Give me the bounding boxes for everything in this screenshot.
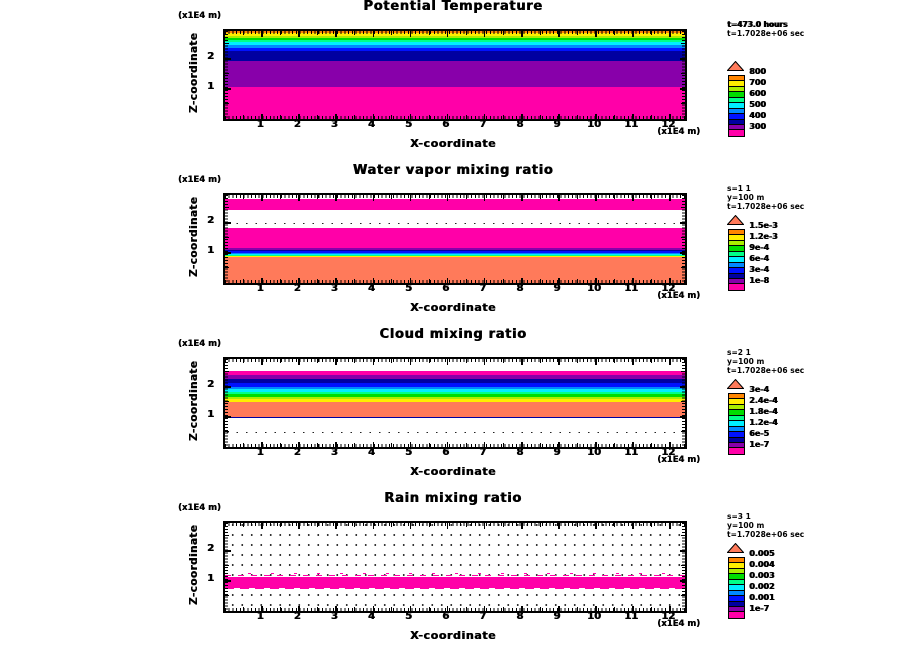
y-axis-label: Z-coordinate (188, 360, 200, 442)
x-tick-label: 11 (624, 447, 639, 458)
x-tick-label: 10 (586, 119, 601, 130)
colorbar-bar (728, 393, 745, 455)
colorbar-label: 0.005 (749, 549, 775, 559)
x-tick-label: 2 (293, 447, 301, 458)
colorbar-over-triangle (727, 543, 744, 553)
chart-title: Rain mixing ratio (384, 491, 522, 506)
x-tick-label: 2 (293, 283, 301, 294)
colorbar-label: 2.4e-4 (749, 396, 778, 406)
colorbar-segment (729, 612, 744, 617)
x-tick-label: 11 (624, 119, 639, 130)
annotation-line: y=100 m (727, 521, 765, 530)
y-axis-label: Z-coordinate (188, 196, 200, 278)
chart-panel (0, 2, 904, 164)
x-tick-label: 11 (624, 611, 639, 622)
colorbar-label: 0.003 (749, 571, 775, 581)
y-tick-label: 1 (207, 572, 214, 584)
x-tick-label: 8 (516, 283, 524, 294)
plot-annotation (727, 348, 804, 375)
x-tick-label: 4 (367, 283, 375, 294)
x-tick-label: 5 (404, 119, 412, 130)
colorbar-label: 600 (749, 89, 766, 99)
x-axis-label: X-coordinate (409, 629, 497, 642)
x-tick-label: 6 (442, 447, 450, 458)
colorbar-label: 3e-4 (749, 385, 769, 395)
colorbar (727, 374, 778, 455)
x-tick-label: 6 (442, 283, 450, 294)
colorbar-label: 9e-4 (749, 243, 769, 253)
x-tick-label: 4 (367, 447, 375, 458)
x-axis-unit: (x1E4 m) (657, 291, 700, 301)
x-tick-label: 8 (516, 611, 524, 622)
annotation-line: y=100 m (727, 357, 765, 366)
annotation-line: s=3 1 (727, 512, 751, 521)
x-tick-label: 1 (256, 283, 264, 294)
x-tick-label: 10 (586, 447, 601, 458)
colorbar-over-triangle (727, 61, 744, 71)
y-axis-unit: (x1E4 m) (178, 175, 221, 185)
x-axis-unit: (x1E4 m) (657, 619, 700, 629)
x-tick-label: 12 (661, 611, 676, 622)
x-axis-unit: (x1E4 m) (657, 127, 700, 137)
x-tick-label: 3 (330, 611, 338, 622)
x-tick-label: 3 (330, 447, 338, 458)
x-tick-label: 5 (404, 283, 412, 294)
y-tick-label: 2 (207, 378, 214, 390)
colorbar-over-triangle (727, 379, 744, 389)
y-axis-unit: (x1E4 m) (178, 11, 221, 21)
y-tick-label: 2 (207, 50, 214, 62)
y-axis-unit: (x1E4 m) (178, 503, 221, 513)
x-tick-label: 7 (479, 447, 487, 458)
y-tick-label: 2 (207, 214, 214, 226)
colorbar-bar (728, 229, 745, 291)
annotation-line: t=1.7028e+06 sec (727, 202, 805, 211)
x-tick-label: 1 (256, 119, 264, 130)
x-tick-label: 4 (367, 119, 375, 130)
chart-title: Water vapor mixing ratio (352, 163, 554, 178)
x-tick-label: 6 (442, 119, 450, 130)
colorbar-label: 6e-4 (749, 254, 769, 264)
y-axis-label: Z-coordinate (188, 32, 200, 114)
x-tick-label: 2 (293, 611, 301, 622)
x-tick-label: 9 (553, 283, 561, 294)
plot-annotation (727, 20, 804, 38)
colorbar-segment (729, 130, 744, 135)
colorbar-label: 300 (749, 122, 766, 131)
annotation-line: t=473.0 hours (727, 20, 788, 29)
colorbar-label: 6e-5 (749, 429, 769, 439)
y-tick-label: 1 (207, 408, 214, 420)
colorbar (727, 538, 775, 619)
colorbar-label: 700 (749, 78, 766, 88)
x-tick-label: 9 (553, 119, 561, 130)
chart-title: Cloud mixing ratio (379, 327, 527, 342)
y-axis-label: Z-coordinate (188, 524, 200, 606)
colorbar-label: 1.5e-3 (749, 221, 778, 231)
x-tick-label: 1 (256, 611, 264, 622)
x-tick-label: 4 (367, 611, 375, 622)
x-axis-unit: (x1E4 m) (657, 455, 700, 465)
colorbar-bar (728, 557, 745, 619)
x-tick-label: 12 (661, 447, 676, 458)
x-tick-label: 3 (330, 119, 338, 130)
x-tick-label: 3 (330, 283, 338, 294)
y-tick-label: 1 (207, 80, 214, 92)
colorbar-label: 0.001 (749, 593, 775, 603)
colorbar-label: 400 (749, 111, 766, 121)
chart-panel (0, 163, 904, 328)
colorbar-label: 1.8e-4 (749, 407, 778, 417)
annotation-line: t=1.7028e+06 sec (727, 29, 805, 38)
colorbar-label: 1e-7 (749, 440, 769, 449)
colorbar-label: 1e-8 (749, 276, 769, 285)
x-tick-label: 7 (479, 611, 487, 622)
annotation-line: y=100 m (727, 193, 765, 202)
x-tick-label: 5 (404, 611, 412, 622)
colorbar-over-triangle (727, 215, 744, 225)
colorbar (727, 56, 766, 137)
chart-title: Potential Temperature (363, 0, 543, 14)
colorbar-label: 0.002 (749, 582, 775, 592)
x-tick-label: 9 (553, 611, 561, 622)
x-tick-label: 8 (516, 447, 524, 458)
x-axis-label: X-coordinate (409, 301, 497, 314)
plot-annotation (727, 512, 804, 539)
x-tick-label: 12 (661, 283, 676, 294)
y-axis-unit: (x1E4 m) (178, 339, 221, 349)
colorbar (727, 210, 778, 291)
y-tick-label: 1 (207, 244, 214, 256)
x-tick-label: 9 (553, 447, 561, 458)
x-tick-label: 11 (624, 283, 639, 294)
annotation-line: s=1 1 (727, 184, 751, 193)
x-axis-label: X-coordinate (409, 465, 497, 478)
colorbar-label: 500 (749, 100, 766, 110)
x-tick-label: 10 (586, 611, 601, 622)
colorbar-label: 3e-4 (749, 265, 769, 275)
chart-panel (0, 327, 904, 492)
colorbar-label: 1e-7 (749, 604, 769, 613)
x-tick-label: 7 (479, 119, 487, 130)
x-tick-label: 10 (586, 283, 601, 294)
x-tick-label: 2 (293, 119, 301, 130)
x-tick-label: 12 (661, 119, 676, 130)
plot-annotation (727, 184, 804, 211)
colorbar-label: 1.2e-3 (749, 232, 778, 242)
x-tick-label: 5 (404, 447, 412, 458)
x-tick-label: 6 (442, 611, 450, 622)
colorbar-label: 1.2e-4 (749, 418, 778, 428)
x-tick-label: 8 (516, 119, 524, 130)
colorbar-bar (728, 75, 745, 137)
colorbar-label: 0.004 (749, 560, 775, 570)
colorbar-segment (729, 448, 744, 453)
x-tick-label: 1 (256, 447, 264, 458)
x-tick-label: 7 (479, 283, 487, 294)
x-axis-label: X-coordinate (409, 137, 497, 150)
y-tick-label: 2 (207, 542, 214, 554)
annotation-line: t=1.7028e+06 sec (727, 530, 805, 539)
chart-panel (0, 491, 904, 656)
annotation-line: t=1.7028e+06 sec (727, 366, 805, 375)
colorbar-label: 800 (749, 67, 766, 77)
annotation-line: s=2 1 (727, 348, 751, 357)
colorbar-segment (729, 284, 744, 289)
